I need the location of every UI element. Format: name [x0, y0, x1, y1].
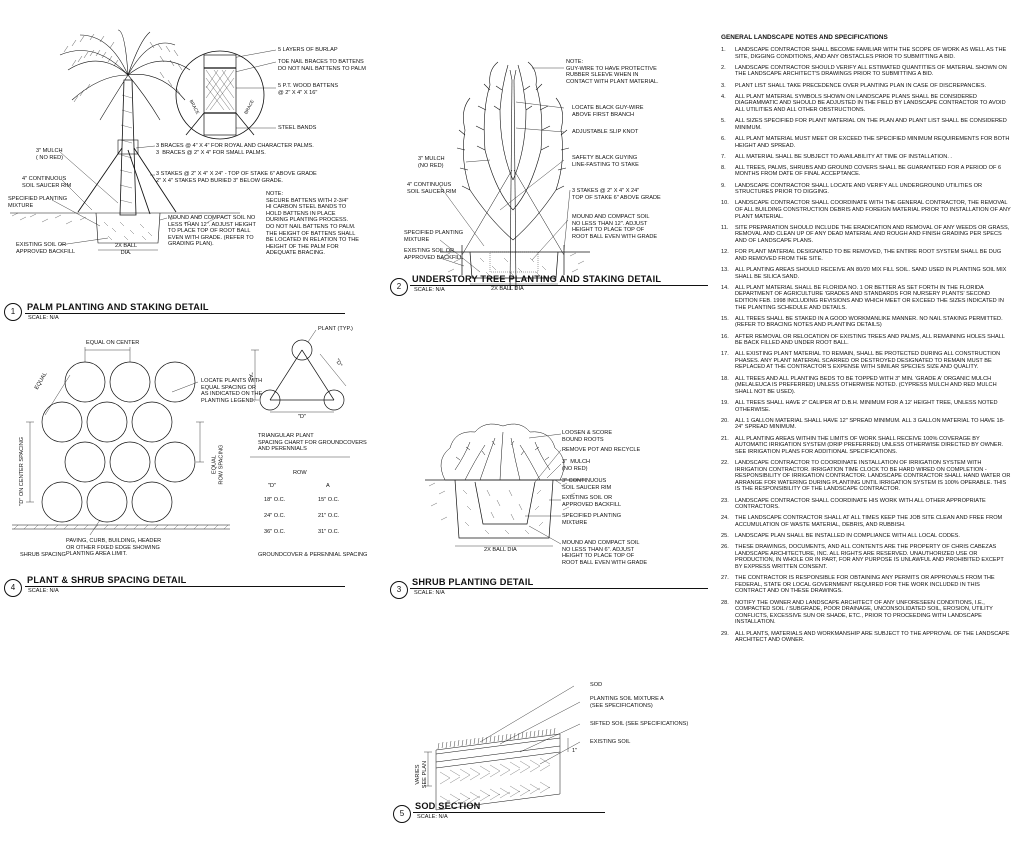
- label-braces: 3 BRACES @ 4" X 4" FOR ROYAL AND CHARACTER PALMS. 3 BRACES @ 2" X 4" FOR SMALL PALMS.: [156, 143, 314, 156]
- detail-scale: SCALE: N/A: [417, 814, 448, 820]
- note-text: ALL PLANTING AREAS SHOULD RECEIVE AN 80/20 MIX FILL SOIL. SAND USED IN PLANTING SOIL MIX SHALL BE SILICA SAND.: [735, 266, 1007, 280]
- note-number: 11.: [721, 224, 729, 231]
- label-mulch: 3" MULCH ( NO RED): [36, 148, 64, 161]
- note-number: 17.: [721, 351, 729, 358]
- title-underline: [25, 313, 345, 314]
- table-cell: 18" O.C.: [264, 497, 286, 503]
- note-item: [721, 154, 1011, 161]
- label-depth: 1": [572, 748, 578, 754]
- label-brace-left: BRACE: [188, 98, 201, 115]
- label-remove-pot: REMOVE POT AND RECYCLE: [562, 447, 641, 453]
- note-text: ALL TREES SHALL HAVE 2" CALIPER AT D.B.H. MINIMUM FOR A 12' HEIGHT TREE, UNLESS NOTED OTHERWISE.: [735, 400, 998, 413]
- label-sifted-soil: SIFTED SOIL (SEE SPECIFICATIONS): [590, 721, 689, 727]
- detail-title: PLANT & SHRUB SPACING DETAIL: [27, 575, 187, 585]
- label-ball-dia: 2X BALL DIA.: [115, 243, 138, 256]
- note-text: FOR PLANT MATERIAL DESIGNATED TO BE REMOVED, THE ENTIRE ROOT SYSTEM SHALL BE DUG AND REMOVED FROM THE SITE.: [735, 249, 1002, 262]
- note-number: 15.: [721, 315, 729, 322]
- label-stakes: 3 STAKES @ 2" X 4" X 24" TOP OF STAKE 6" ABOVE GRADE: [572, 188, 661, 201]
- table-header-a: A: [326, 483, 330, 489]
- note-item: [721, 376, 1011, 396]
- note-number: 6.: [721, 135, 726, 142]
- label-planting-mixture: SPECIFIED PLANTING MIXTURE: [8, 196, 68, 209]
- note-number: 21.: [721, 435, 729, 442]
- label-oncenter-spacing: "D" ON CENTER SPACING: [19, 436, 26, 506]
- table-cell: 24" O.C.: [264, 513, 286, 519]
- label-stakes: 3 STAKES @ 2" X 4" X 24" - TOP OF STAKE 6" ABOVE GRADE 2" X 4" STAKES PAD BURIED 3" BELOW GRADE.: [156, 171, 317, 184]
- label-mound: MOUND AND COMPACT SOIL NO LESS THAN 12". ADJUST HEIGHT TO PLACE TOP OF ROOT BALL EVEN WITH GRADE. (REFER TO GRADING PLAN).: [168, 215, 256, 248]
- note-item: [721, 418, 1011, 431]
- table-cell: 36" O.C.: [264, 529, 286, 535]
- note-number: 1.: [721, 47, 726, 53]
- note-number: 12.: [721, 249, 729, 256]
- label-locate-wire: LOCATE BLACK GUY-WIRE ABOVE FIRST BRANCH: [572, 105, 644, 118]
- note-item: [721, 285, 1011, 311]
- note-item: [721, 498, 1011, 511]
- note-item: [721, 544, 1011, 570]
- note-item: [721, 183, 1011, 196]
- detail-number: 1: [4, 303, 22, 321]
- note-item: [721, 118, 1011, 131]
- note-number: 28.: [721, 599, 729, 606]
- note-text: ALL PLANT MATERIAL SHALL BE FLORIDA NO. 1 OR BETTER AS SET FORTH IN THE FLORIDA DEPARTMENT OF AGRICULTURE 'GRADES AND STANDARDS FOR NURSERY PLANTS' SECOND EDITION FEB. 1998 INCLUDING REVISIONS AND WHICH MEET OR EXCEED THE SIZES INDICATED IN THE PLANTING SCHEDULE AND DETAILS.: [735, 284, 1004, 311]
- notes-heading: GENERAL LANDSCAPE NOTES AND SPECIFICATIONS: [721, 34, 888, 41]
- detail-number: 4: [4, 579, 22, 597]
- note-text: ALL MATERIAL SHALL BE SUBJECT TO AVAILABILITY AT TIME OF INSTALLATION. .: [735, 153, 952, 160]
- detail-number: 3: [390, 581, 408, 599]
- label-battens: 5 P.T. WOOD BATTENS @ 2" X 4" X 16": [278, 83, 339, 96]
- label-equal: EQUAL: [33, 371, 49, 391]
- label-existing-soil: EXISTING SOIL OR APPROVED BACKFILL: [404, 248, 464, 261]
- note-text: SITE PREPARATION SHOULD INCLUDE THE ERADICATION AND REMOVAL OF ANY WEEDS OR GRASS, REMOVAL AND CLEAN UP OF ANY DEAD MATERIAL AND ROUGH AND FINISH GRADING PER SPECS AND OF LANDSCAPE PLANS.: [735, 224, 1010, 244]
- note-item: [721, 83, 1011, 90]
- table-header-d: "D": [268, 483, 277, 489]
- note-text: ALL EXISTING PLANT MATERIAL TO REMAIN, SHALL BE PROTECTED DURING ALL CONSTRUCTION PHASES. ANY PLANT MATERIAL SCARRED OR DESTROYED DESIGNATED TO REMAIN MUST BE REPLACED AT THE CONTRACTOR'S EXPENSE WITH SIMILAR SPECIES SIZE AND QUALITY.: [735, 351, 1001, 371]
- note-item: [721, 351, 1011, 371]
- note-text: ALL PLANTS, MATERIALS AND WORKMANSHIP ARE SUBJECT TO THE APPROVAL OF THE LANDSCAPE ARCHITECT AND OWNER.: [735, 630, 1010, 644]
- label-steel-bands: STEEL BANDS: [278, 125, 317, 131]
- detail-scale: SCALE: N/A: [414, 287, 445, 293]
- detail-title: PALM PLANTING AND STAKING DETAIL: [27, 302, 209, 312]
- note-number: 13.: [721, 266, 729, 273]
- note-item: [721, 575, 1011, 595]
- detail-title: SOD SECTION: [415, 801, 481, 811]
- label-brace-right: BRACE: [243, 98, 255, 115]
- note-text: ALL TREES, PALMS, SHRUBS AND GROUND COVERS SHALL BE GUARANTEED FOR A PERIOD OF 6 MONTHS FROM DATE OF FINAL ACCEPTANCE.: [735, 164, 1002, 178]
- note-item: [721, 267, 1011, 280]
- label-groundcover: GROUNDCOVER & PERENNIAL SPACING: [258, 552, 368, 558]
- note-text: ALL PLANTING AREAS WITHIN THE LIMITS OF WORK SHALL RECEIVE 100% COVERAGE BY AUTOMATIC IRRIGATION SYSTEM (DRIP PREFERRED) UNLESS OTHERWISE DIRECTED BY OWNER. SEE IRRIGATION PLANS FOR ADDITIONAL SPECIFICATIONS.: [735, 435, 1004, 455]
- note-number: 14.: [721, 284, 729, 291]
- title-underline: [410, 588, 708, 589]
- note-number: 8.: [721, 164, 726, 171]
- label-row: ROW: [293, 470, 307, 476]
- sod-drawing: [420, 680, 580, 790]
- note-item: [721, 600, 1011, 626]
- label-loosen: LOOSEN & SCORE BOUND ROOTS: [562, 430, 613, 443]
- label-note: NOTE: GUY-WIRE TO HAVE PROTECTIVE RUBBER SLEEVE WHEN IN CONTACT WITH PLANT MATERIAL.: [566, 59, 659, 85]
- note-text: AFTER REMOVAL OR RELOCATION OF EXISTING TREES AND PALMS, ALL REMAINING HOLES SHALL BE BACK FILLED AND UNDER ROOT BALL.: [735, 333, 1005, 347]
- note-item: [721, 136, 1011, 149]
- label-mulch: 3" MULCH (NO RED): [562, 459, 591, 472]
- detail-scale: SCALE: N/A: [28, 588, 59, 594]
- note-number: 24.: [721, 515, 729, 522]
- label-shrub-spacing: SHRUB SPACING: [20, 552, 66, 558]
- note-item: [721, 460, 1011, 493]
- note-text: THE LANDSCAPE CONTRACTOR SHALL AT ALL TIMES KEEP THE JOB SITE CLEAN AND FREE FROM ACCUMULATION OF WASTE MATERIAL, DEBRIS, AND RUBBISH.: [735, 515, 1003, 528]
- label-ball-dia: 2X BALL DIA: [491, 286, 524, 292]
- label-planting-mixture: SPECIFIED PLANTING MIXTURE: [404, 230, 464, 243]
- note-text: LANDSCAPE CONTRACTOR TO COORDINATE INSTALLATION OF IRRIGATION SYSTEM WITH IRRIGATION CONTRACTOR. IRRIGATION TIME CLOCK TO BE HARD WIRED ON COMPLETION - RESPONSIBILITY OF IRRIGATION CONTRACTOR. LANDSCAPE CONTRACTOR SHALL HAND WATER OR ARRANGE FOR WATERING DURING PLANTING UNTIL IRRIGATION SYSTEM IS 100% OPERABLE. THIS IS THE RESPONSIBILITY OF THE LANDSCAPE CONTRACTOR.: [735, 459, 1011, 493]
- label-saucer: 4" CONTINUOUS SOIL SAUCER RIM: [407, 182, 457, 195]
- note-item: [721, 533, 1011, 540]
- label-d-side: "D": [333, 358, 343, 369]
- detail-title: UNDERSTORY TREE PLANTING AND STAKING DETAIL: [412, 274, 662, 284]
- label-existing-soil: EXISTING SOIL OR APPROVED BACKFILL: [16, 242, 76, 255]
- note-number: 3.: [721, 82, 726, 89]
- note-number: 27.: [721, 575, 729, 582]
- label-equal-center: EQUAL ON CENTER: [86, 340, 140, 346]
- label-safety: SAFETY BLACK GUYING LINE-FASTING TO STAKE: [572, 155, 639, 168]
- label-mix-a: PLANTING SOIL MIXTURE A (SEE SPECIFICATIONS): [590, 696, 664, 709]
- note-text: ALL PLANT MATERIAL MUST MEET OR EXCEED THE SPECIFIED MINIMUM REQUIREMENTS FOR BOTH HEIGHT AND SPREAD.: [735, 135, 1010, 149]
- detail-scale: SCALE: N/A: [414, 590, 445, 596]
- label-ball-dia: 2X BALL DIA: [484, 547, 517, 553]
- note-item: [721, 631, 1011, 644]
- note-item: [721, 200, 1011, 220]
- note-number: 19.: [721, 400, 729, 407]
- note-text: PLANT LIST SHALL TAKE PRECEDENCE OVER PLANTING PLAN IN CASE OF DISCREPANCIES.: [735, 82, 987, 89]
- note-item: [721, 436, 1011, 456]
- title-underline: [410, 285, 708, 286]
- note-number: 23.: [721, 497, 729, 504]
- label-d-bottom: "D": [298, 414, 307, 420]
- note-number: 9.: [721, 182, 726, 189]
- note-text: LANDSCAPE CONTRACTOR SHALL BECOME FAMILIAR WITH THE SCOPE OF WORK AS WELL AS THE SITE, DIGGING CONDITIONS, AND ANY OBSTACLES PRIOR TO SUBMITTING A BID.: [735, 47, 1007, 60]
- note-text: NOTIFY THE OWNER AND LANDSCAPE ARCHITECT OF ANY UNFORESEEN CONDITIONS, I.E., COMPACTED SOIL / SUBGRADE, POOR DRAINAGE, UNCONSOLIDATED SOIL, EROSION, UTILITY CONFLICTS, EXCESSIVE SUN OR SHADE, ETC., PRIOR TO PROCEEDING WITH LANDSCAPE INSTALLATION.: [735, 599, 993, 626]
- note-item: [721, 249, 1011, 262]
- table-cell: 31" O.C.: [318, 529, 340, 535]
- note-text: THE CONTRACTOR IS RESPONSIBLE FOR OBTAINING ANY PERMITS OR APPROVALS FROM THE FEDERAL, STATE OR LOCAL GOVERNMENT REQUIRED FOR THE WORK INCLUDED IN THIS CONTRACT AND ON THESE DRAWINGS.: [735, 575, 995, 595]
- label-toe-nail: TOE NAIL BRACES TO BATTENS DO NOT NAIL BATTENS TO PALM: [278, 59, 366, 72]
- label-sod: SOD: [590, 682, 603, 688]
- detail-number: 5: [393, 805, 411, 823]
- label-equal-row: EQUAL ROW SPACING: [211, 444, 224, 485]
- note-item: [721, 316, 1011, 329]
- note-number: 18.: [721, 375, 729, 382]
- label-a-dim: "A": [247, 372, 254, 381]
- detail-number: 2: [390, 278, 408, 296]
- label-saucer: 4" CONTINUOUS SOIL SAUCER RIM: [22, 176, 72, 189]
- note-item: [721, 225, 1011, 245]
- note-item: [721, 94, 1011, 114]
- note-text: LANDSCAPE CONTRACTOR SHALL COORDINATE WITH THE GENERAL CONTRACTOR, THE REMOVAL OF ALL BUILDING CONSTRUCTION DEBRIS AND FOREIGN MATERIAL PRIOR TO INSTALLATION OF ANY PLANT MATERIAL.: [735, 200, 1011, 220]
- note-number: 29.: [721, 630, 729, 637]
- notes-list: [721, 47, 1011, 644]
- detail-scale: SCALE: N/A: [28, 315, 59, 321]
- note-number: 16.: [721, 333, 729, 340]
- label-mound: MOUND AND COMPACT SOIL NO LESS THAN 6". ADJUST HEIGHT TO PLACE TOP OF ROOT BALL EVEN WITH GRADE: [562, 540, 648, 566]
- label-mulch: 3" MULCH (NO RED): [418, 156, 445, 169]
- label-mound: MOUND AND COMPACT SOIL NO LESS THAN 12". ADJUST HEIGHT TO PLACE TOP OF ROOT BALL EVEN WITH GRADE: [572, 214, 658, 240]
- label-burlap: 5 LAYERS OF BURLAP: [278, 47, 338, 53]
- label-paving: PAVING, CURB, BUILDING, HEADER OR OTHER FIXED EDGE SHOWING PLANTING AREA LIMIT.: [66, 538, 162, 558]
- label-existing-soil: EXISTING SOIL: [590, 739, 631, 745]
- table-cell: 15" O.C.: [318, 497, 340, 503]
- note-item: [721, 47, 1011, 60]
- label-varies: VARIES SEE PLAN: [415, 760, 428, 789]
- landscape-notes: [721, 34, 1011, 648]
- note-number: 7.: [721, 153, 726, 160]
- label-existing-soil: EXISTING SOIL OR APPROVED BACKFILL: [562, 495, 622, 508]
- note-number: 5.: [721, 118, 726, 125]
- note-text: LANDSCAPE CONTRACTOR SHALL COORDINATE HIS WORK WITH ALL OTHER APPROPRIATE CONTRACTORS.: [735, 497, 986, 511]
- note-item: [721, 65, 1011, 78]
- note-item: [721, 334, 1011, 347]
- note-text: LANDSCAPE CONTRACTOR SHALL LOCATE AND VERIFY ALL UNDERGROUND UTILITIES OR STRUCTURES PRIOR TO DIGGING.: [735, 182, 983, 196]
- note-text: THESE DRAWINGS, DOCUMENTS, AND ALL CONTENTS ARE THE PROPERTY OF CHRIS CABEZAS LANDSCAPE ARCHITECTURE, INC. ALL RIGHTS ARE RESERVED. UNAUTHORIZED USE OR PRODUCTION, IN WHOLE OR IN PART, FOR ANY PURPOSE IS UNLAWFUL AND PROHIBITED EXCEPT BY EXPRESS WRITTEN CONSENT.: [735, 544, 1004, 571]
- label-planting-mixture: SPECIFIED PLANTING MIXTURE: [562, 513, 622, 526]
- note-text: ALL TREES SHALL BE STAKED IN A GOOD WORKMANLIKE MANNER. NO NAIL STAKING PERMITTED. (REFER TO BRACING NOTES AND PLANTING DETAILS): [735, 315, 1003, 329]
- label-note: NOTE: SECURE BATTENS WITH 2-3/4" HI CARBON STEEL BANDS TO HOLD BATTENS IN PLACE DURING PLANTING PROCESS. DO NOT NAIL BATTENS TO PALM. THE HEIGHT OF BATTENS SHALL BE LOCATED IN RELATION TO THE HEIGHT OF THE PALM FOR ADEQUATE BRACING.: [266, 191, 360, 257]
- note-number: 4.: [721, 93, 726, 100]
- note-text: ALL SIZES SPECIFIED FOR PLANT MATERIAL ON THE PLAN AND PLANT LIST SHALL BE CONSIDERED MINIMUM.: [735, 118, 1007, 131]
- note-number: 20.: [721, 417, 729, 424]
- table-cell: 21" O.C.: [318, 513, 340, 519]
- note-text: ALL TREES AND ALL PLANTING BEDS TO BE TOPPED WITH 3" MIN. 'GRADE A' ORGANIC MULCH (MELALEUCA IS PREFERRED) UNLESS OTHERWISE NOTED. (CYPRESS MULCH AND RED MULCH SHALL NOT BE USED).: [735, 375, 997, 395]
- label-locate-plants: LOCATE PLANTS WITH EQUAL SPACING OR AS INDICATED ON THE PLANTING LEGEND.: [201, 378, 263, 404]
- note-number: 26.: [721, 544, 729, 551]
- note-text: LANDSCAPE PLAN SHALL BE INSTALLED IN COMPLIANCE WITH ALL LOCAL CODES.: [735, 533, 960, 540]
- label-saucer: 3" CONTINUOUS SOIL SAUCER RIM: [562, 478, 612, 491]
- note-text: LANDSCAPE CONTRACTOR SHOULD VERIFY ALL ESTIMATED QUANTITIES OF MATERIAL SHOWN ON THE LANDSCAPE ARCHITECT'S DRAWINGS PRIOR TO SUBMITTING A BID.: [735, 64, 1007, 78]
- note-item: [721, 400, 1011, 413]
- note-number: 25.: [721, 533, 729, 540]
- label-slip-knot: ADJUSTABLE SLIP KNOT: [572, 129, 639, 135]
- label-plant-typ: PLANT (TYP.): [318, 326, 353, 332]
- label-triangular-chart: TRIANGULAR PLANT SPACING CHART FOR GROUNDCOVERS AND PERENNIALS: [258, 433, 367, 453]
- detail-title: SHRUB PLANTING DETAIL: [412, 577, 534, 587]
- note-number: 22.: [721, 459, 729, 466]
- title-underline: [25, 586, 345, 587]
- note-number: 2.: [721, 64, 726, 71]
- note-number: 10.: [721, 200, 729, 207]
- note-text: ALL 1 GALLON MATERIAL SHALL HAVE 12" SPREAD MINIMUM. ALL 3 GALLON MATERIAL TO HAVE 18-24" SPREAD MINIMUM.: [735, 417, 1005, 431]
- note-text: ALL PLANT MATERIAL SYMBOLS SHOWN ON LANDSCAPE PLANS SHALL BE CONSIDERED DIAGRAMMATIC AND SHOULD BE ADJUSTED IN THE FIELD BY LANDSCAPE CONTRACTOR TO AVOID ALL UTILITIES AND ALL OTHER OBSTRUCTIONS.: [735, 93, 1006, 113]
- note-item: [721, 165, 1011, 178]
- note-item: [721, 515, 1011, 528]
